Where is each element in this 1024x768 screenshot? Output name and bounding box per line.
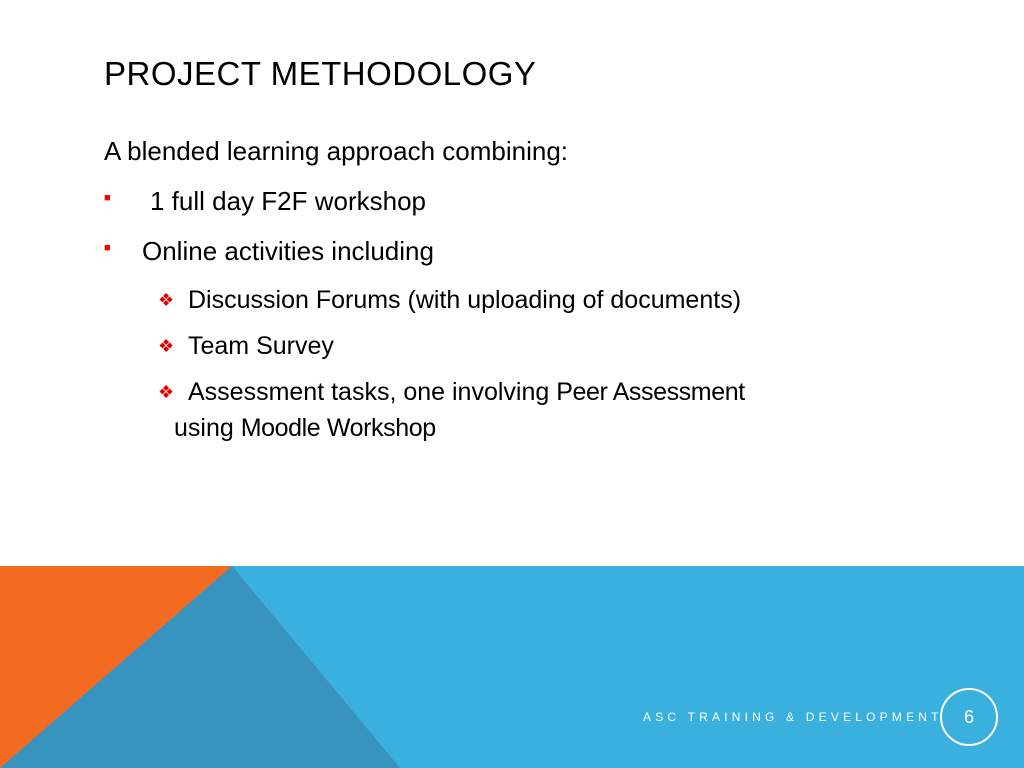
footer-background-shapes [0, 566, 1024, 768]
moodle-workshop-emphasis: Moodle Workshop [240, 414, 436, 442]
bullet-item [104, 232, 964, 270]
intro-text: A blended learning approach combining: [104, 136, 569, 166]
sub-bullet-continuation [174, 410, 964, 446]
sub-bullet-text: Assessment tasks, one involving [188, 378, 557, 406]
sub-bullet-text: using [174, 414, 241, 442]
bullet-item [104, 182, 964, 220]
sub-bullet-list [104, 282, 964, 446]
bullet-text: 1 full day F2F workshop [150, 186, 427, 216]
peer-assessment-emphasis: Peer Assessment [556, 378, 745, 406]
bullet-text: Online activities including [142, 236, 434, 266]
sub-bullet-text: Team Survey [188, 332, 334, 360]
sub-bullet-text: Discussion Forums (with uploading of documents) [188, 286, 742, 314]
square-bullet-icon: ■ [104, 242, 111, 254]
sub-bullet-item [158, 328, 964, 364]
sub-bullet-item [158, 374, 964, 446]
diamond-bullet-icon: ❖ [158, 290, 175, 310]
square-bullet-icon: ■ [104, 192, 111, 204]
footer-text: ASC TRAINING & DEVELOPMENT [643, 710, 943, 724]
sub-bullet-item [158, 282, 964, 318]
diamond-bullet-icon: ❖ [158, 382, 175, 402]
page-number-badge: 6 [940, 688, 998, 746]
diamond-bullet-icon: ❖ [158, 336, 175, 356]
footer-band [0, 566, 1024, 768]
slide-title: PROJECT METHODOLOGY [104, 55, 537, 92]
slide-body [104, 132, 964, 456]
